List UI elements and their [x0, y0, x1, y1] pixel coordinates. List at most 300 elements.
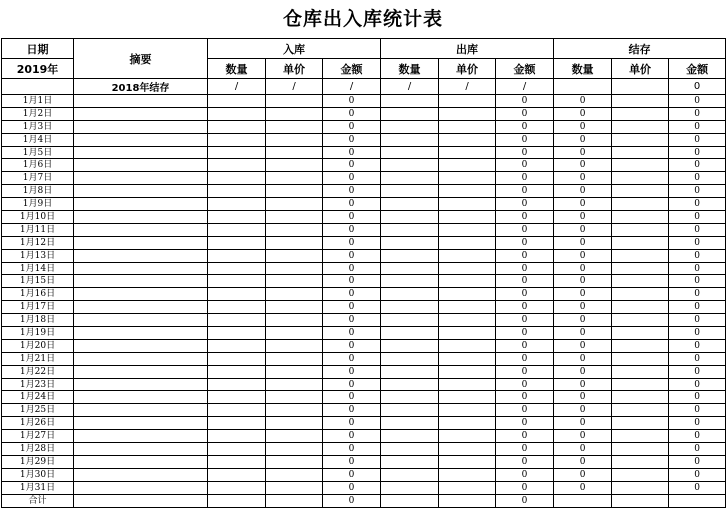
out-amount-cell[interactable]: 0	[496, 301, 554, 314]
in-amount-cell[interactable]: 0	[323, 430, 381, 443]
out-amount-cell[interactable]: 0	[496, 352, 554, 365]
in-amount-cell[interactable]: 0	[323, 159, 381, 172]
out-price-cell[interactable]	[439, 378, 496, 391]
date-cell[interactable]: 1月4日	[2, 133, 74, 146]
in-qty-cell[interactable]	[208, 455, 266, 468]
out-amount-cell[interactable]: 0	[496, 223, 554, 236]
balance-amount-cell[interactable]: 0	[669, 455, 726, 468]
balance-price-cell[interactable]	[612, 481, 669, 494]
total-label[interactable]: 合计	[2, 494, 74, 507]
balance-qty-cell[interactable]: 0	[554, 159, 612, 172]
date-cell[interactable]: 1月26日	[2, 417, 74, 430]
total-out-qty[interactable]	[381, 494, 439, 507]
balance-price-cell[interactable]	[612, 404, 669, 417]
balance-price-cell[interactable]	[612, 430, 669, 443]
summary-cell[interactable]	[74, 133, 208, 146]
out-qty-cell[interactable]	[381, 211, 439, 224]
balance-price-cell[interactable]	[612, 468, 669, 481]
summary-cell[interactable]	[74, 314, 208, 327]
date-cell[interactable]: 1月20日	[2, 339, 74, 352]
in-price-cell[interactable]	[266, 288, 323, 301]
in-amount-cell[interactable]: 0	[323, 455, 381, 468]
summary-cell[interactable]	[74, 443, 208, 456]
out-price-cell[interactable]	[439, 211, 496, 224]
balance-qty-cell[interactable]: 0	[554, 378, 612, 391]
out-amount-cell[interactable]: 0	[496, 417, 554, 430]
in-qty-cell[interactable]	[208, 378, 266, 391]
in-amount-cell[interactable]: 0	[323, 120, 381, 133]
out-qty-cell[interactable]	[381, 352, 439, 365]
balance-qty-cell[interactable]: 0	[554, 443, 612, 456]
in-qty-cell[interactable]	[208, 146, 266, 159]
date-cell[interactable]: 1月17日	[2, 301, 74, 314]
balance-amount-cell[interactable]: 0	[669, 443, 726, 456]
in-price-cell[interactable]	[266, 185, 323, 198]
in-amount-cell[interactable]: 0	[323, 468, 381, 481]
in-amount-cell[interactable]: 0	[323, 172, 381, 185]
in-qty-cell[interactable]	[208, 95, 266, 108]
out-amount-cell[interactable]: 0	[496, 339, 554, 352]
out-price-cell[interactable]	[439, 404, 496, 417]
balance-amount-cell[interactable]: 0	[669, 223, 726, 236]
balance-qty-cell[interactable]: 0	[554, 120, 612, 133]
summary-cell[interactable]	[74, 339, 208, 352]
balance-price-cell[interactable]	[612, 198, 669, 211]
out-qty-cell[interactable]	[381, 327, 439, 340]
in-amount-cell[interactable]: 0	[323, 288, 381, 301]
summary-cell[interactable]	[74, 107, 208, 120]
summary-cell[interactable]	[74, 365, 208, 378]
in-price-cell[interactable]	[266, 120, 323, 133]
balance-amount-cell[interactable]: 0	[669, 249, 726, 262]
date-cell[interactable]: 1月23日	[2, 378, 74, 391]
summary-cell[interactable]	[74, 95, 208, 108]
out-price-cell[interactable]	[439, 107, 496, 120]
balance-qty-cell[interactable]: 0	[554, 107, 612, 120]
in-qty-cell[interactable]	[208, 198, 266, 211]
summary-cell[interactable]	[74, 185, 208, 198]
in-amount-cell[interactable]: 0	[323, 314, 381, 327]
out-qty-cell[interactable]	[381, 378, 439, 391]
date-cell[interactable]: 1月29日	[2, 455, 74, 468]
balance-amount-cell[interactable]: 0	[669, 301, 726, 314]
out-qty-cell[interactable]	[381, 339, 439, 352]
out-qty-cell[interactable]	[381, 365, 439, 378]
in-amount-cell[interactable]: 0	[323, 481, 381, 494]
balance-price-cell[interactable]	[612, 95, 669, 108]
balance-qty-cell[interactable]: 0	[554, 404, 612, 417]
balance-price-cell[interactable]	[612, 352, 669, 365]
out-amount-cell[interactable]: 0	[496, 107, 554, 120]
balance-price-cell[interactable]	[612, 133, 669, 146]
in-price-cell[interactable]	[266, 198, 323, 211]
in-amount-cell[interactable]: 0	[323, 95, 381, 108]
out-price-cell[interactable]	[439, 365, 496, 378]
date-cell[interactable]: 1月14日	[2, 262, 74, 275]
opening-label[interactable]: 2018年结存	[74, 79, 208, 95]
in-price-cell[interactable]	[266, 236, 323, 249]
balance-amount-cell[interactable]: 0	[669, 365, 726, 378]
out-price-cell[interactable]	[439, 146, 496, 159]
in-amount-cell[interactable]: 0	[323, 211, 381, 224]
out-amount-cell[interactable]: 0	[496, 262, 554, 275]
date-cell[interactable]: 1月3日	[2, 120, 74, 133]
in-qty-cell[interactable]	[208, 288, 266, 301]
opening-date-cell[interactable]	[2, 79, 74, 95]
opening-balance-price[interactable]	[612, 79, 669, 95]
in-amount-cell[interactable]: 0	[323, 275, 381, 288]
date-cell[interactable]: 1月31日	[2, 481, 74, 494]
out-price-cell[interactable]	[439, 95, 496, 108]
out-amount-cell[interactable]: 0	[496, 443, 554, 456]
balance-price-cell[interactable]	[612, 275, 669, 288]
total-in-qty[interactable]	[208, 494, 266, 507]
out-amount-cell[interactable]: 0	[496, 327, 554, 340]
out-amount-cell[interactable]: 0	[496, 172, 554, 185]
date-cell[interactable]: 1月16日	[2, 288, 74, 301]
out-amount-cell[interactable]: 0	[496, 468, 554, 481]
in-qty-cell[interactable]	[208, 185, 266, 198]
balance-qty-cell[interactable]: 0	[554, 198, 612, 211]
opening-in-amount[interactable]: /	[323, 79, 381, 95]
out-qty-cell[interactable]	[381, 455, 439, 468]
in-qty-cell[interactable]	[208, 339, 266, 352]
in-price-cell[interactable]	[266, 107, 323, 120]
in-qty-cell[interactable]	[208, 275, 266, 288]
opening-out-price[interactable]: /	[439, 79, 496, 95]
summary-cell[interactable]	[74, 404, 208, 417]
date-cell[interactable]: 1月13日	[2, 249, 74, 262]
out-price-cell[interactable]	[439, 120, 496, 133]
balance-qty-cell[interactable]: 0	[554, 146, 612, 159]
out-amount-cell[interactable]: 0	[496, 249, 554, 262]
out-amount-cell[interactable]: 0	[496, 404, 554, 417]
out-amount-cell[interactable]: 0	[496, 378, 554, 391]
summary-cell[interactable]	[74, 236, 208, 249]
total-summary[interactable]	[74, 494, 208, 507]
balance-amount-cell[interactable]: 0	[669, 133, 726, 146]
in-qty-cell[interactable]	[208, 211, 266, 224]
in-qty-cell[interactable]	[208, 468, 266, 481]
balance-amount-cell[interactable]: 0	[669, 185, 726, 198]
out-qty-cell[interactable]	[381, 120, 439, 133]
in-price-cell[interactable]	[266, 223, 323, 236]
in-amount-cell[interactable]: 0	[323, 391, 381, 404]
out-amount-cell[interactable]: 0	[496, 314, 554, 327]
out-price-cell[interactable]	[439, 288, 496, 301]
out-price-cell[interactable]	[439, 352, 496, 365]
in-amount-cell[interactable]: 0	[323, 327, 381, 340]
out-price-cell[interactable]	[439, 198, 496, 211]
out-qty-cell[interactable]	[381, 404, 439, 417]
in-amount-cell[interactable]: 0	[323, 133, 381, 146]
out-qty-cell[interactable]	[381, 223, 439, 236]
in-amount-cell[interactable]: 0	[323, 262, 381, 275]
in-amount-cell[interactable]: 0	[323, 198, 381, 211]
out-price-cell[interactable]	[439, 236, 496, 249]
out-price-cell[interactable]	[439, 314, 496, 327]
balance-amount-cell[interactable]: 0	[669, 211, 726, 224]
out-qty-cell[interactable]	[381, 391, 439, 404]
balance-amount-cell[interactable]: 0	[669, 404, 726, 417]
in-price-cell[interactable]	[266, 172, 323, 185]
balance-price-cell[interactable]	[612, 301, 669, 314]
out-price-cell[interactable]	[439, 327, 496, 340]
out-qty-cell[interactable]	[381, 417, 439, 430]
summary-cell[interactable]	[74, 211, 208, 224]
balance-qty-cell[interactable]: 0	[554, 314, 612, 327]
in-qty-cell[interactable]	[208, 327, 266, 340]
out-qty-cell[interactable]	[381, 172, 439, 185]
out-amount-cell[interactable]: 0	[496, 198, 554, 211]
balance-amount-cell[interactable]: 0	[669, 430, 726, 443]
date-cell[interactable]: 1月2日	[2, 107, 74, 120]
opening-in-price[interactable]: /	[266, 79, 323, 95]
out-qty-cell[interactable]	[381, 146, 439, 159]
out-qty-cell[interactable]	[381, 430, 439, 443]
date-cell[interactable]: 1月12日	[2, 236, 74, 249]
out-amount-cell[interactable]: 0	[496, 288, 554, 301]
balance-amount-cell[interactable]: 0	[669, 120, 726, 133]
balance-amount-cell[interactable]: 0	[669, 107, 726, 120]
balance-amount-cell[interactable]: 0	[669, 468, 726, 481]
in-price-cell[interactable]	[266, 352, 323, 365]
out-qty-cell[interactable]	[381, 262, 439, 275]
in-price-cell[interactable]	[266, 275, 323, 288]
out-qty-cell[interactable]	[381, 107, 439, 120]
in-amount-cell[interactable]: 0	[323, 236, 381, 249]
balance-amount-cell[interactable]: 0	[669, 481, 726, 494]
in-price-cell[interactable]	[266, 133, 323, 146]
out-price-cell[interactable]	[439, 391, 496, 404]
balance-price-cell[interactable]	[612, 443, 669, 456]
balance-qty-cell[interactable]: 0	[554, 275, 612, 288]
summary-cell[interactable]	[74, 275, 208, 288]
balance-qty-cell[interactable]: 0	[554, 481, 612, 494]
summary-cell[interactable]	[74, 172, 208, 185]
in-price-cell[interactable]	[266, 443, 323, 456]
balance-price-cell[interactable]	[612, 391, 669, 404]
out-qty-cell[interactable]	[381, 301, 439, 314]
balance-price-cell[interactable]	[612, 262, 669, 275]
out-price-cell[interactable]	[439, 262, 496, 275]
out-price-cell[interactable]	[439, 339, 496, 352]
date-cell[interactable]: 1月15日	[2, 275, 74, 288]
total-balance-price[interactable]	[612, 494, 669, 507]
out-price-cell[interactable]	[439, 430, 496, 443]
balance-qty-cell[interactable]: 0	[554, 288, 612, 301]
date-cell[interactable]: 1月18日	[2, 314, 74, 327]
balance-amount-cell[interactable]: 0	[669, 236, 726, 249]
in-price-cell[interactable]	[266, 417, 323, 430]
balance-amount-cell[interactable]: 0	[669, 146, 726, 159]
in-qty-cell[interactable]	[208, 236, 266, 249]
in-qty-cell[interactable]	[208, 352, 266, 365]
balance-amount-cell[interactable]: 0	[669, 327, 726, 340]
out-amount-cell[interactable]: 0	[496, 365, 554, 378]
out-amount-cell[interactable]: 0	[496, 455, 554, 468]
in-price-cell[interactable]	[266, 481, 323, 494]
balance-price-cell[interactable]	[612, 455, 669, 468]
balance-price-cell[interactable]	[612, 107, 669, 120]
date-cell[interactable]: 1月6日	[2, 159, 74, 172]
summary-cell[interactable]	[74, 468, 208, 481]
in-qty-cell[interactable]	[208, 417, 266, 430]
balance-price-cell[interactable]	[612, 417, 669, 430]
balance-amount-cell[interactable]: 0	[669, 198, 726, 211]
balance-qty-cell[interactable]: 0	[554, 223, 612, 236]
balance-qty-cell[interactable]: 0	[554, 236, 612, 249]
in-price-cell[interactable]	[266, 378, 323, 391]
summary-cell[interactable]	[74, 120, 208, 133]
balance-qty-cell[interactable]: 0	[554, 352, 612, 365]
balance-price-cell[interactable]	[612, 327, 669, 340]
balance-amount-cell[interactable]: 0	[669, 288, 726, 301]
in-amount-cell[interactable]: 0	[323, 146, 381, 159]
in-price-cell[interactable]	[266, 365, 323, 378]
opening-out-qty[interactable]: /	[381, 79, 439, 95]
out-amount-cell[interactable]: 0	[496, 236, 554, 249]
balance-qty-cell[interactable]: 0	[554, 417, 612, 430]
in-price-cell[interactable]	[266, 211, 323, 224]
in-amount-cell[interactable]: 0	[323, 301, 381, 314]
total-in-amount[interactable]: 0	[323, 494, 381, 507]
in-amount-cell[interactable]: 0	[323, 443, 381, 456]
balance-amount-cell[interactable]: 0	[669, 159, 726, 172]
balance-qty-cell[interactable]: 0	[554, 391, 612, 404]
balance-qty-cell[interactable]: 0	[554, 95, 612, 108]
date-cell[interactable]: 1月11日	[2, 223, 74, 236]
balance-qty-cell[interactable]: 0	[554, 468, 612, 481]
in-qty-cell[interactable]	[208, 223, 266, 236]
out-amount-cell[interactable]: 0	[496, 185, 554, 198]
date-cell[interactable]: 1月8日	[2, 185, 74, 198]
balance-price-cell[interactable]	[612, 211, 669, 224]
total-in-price[interactable]	[266, 494, 323, 507]
date-cell[interactable]: 1月21日	[2, 352, 74, 365]
out-qty-cell[interactable]	[381, 198, 439, 211]
balance-qty-cell[interactable]: 0	[554, 185, 612, 198]
balance-amount-cell[interactable]: 0	[669, 172, 726, 185]
summary-cell[interactable]	[74, 481, 208, 494]
out-amount-cell[interactable]: 0	[496, 211, 554, 224]
summary-cell[interactable]	[74, 288, 208, 301]
balance-qty-cell[interactable]: 0	[554, 249, 612, 262]
out-qty-cell[interactable]	[381, 95, 439, 108]
out-qty-cell[interactable]	[381, 288, 439, 301]
in-price-cell[interactable]	[266, 468, 323, 481]
in-price-cell[interactable]	[266, 249, 323, 262]
in-qty-cell[interactable]	[208, 249, 266, 262]
in-amount-cell[interactable]: 0	[323, 378, 381, 391]
balance-price-cell[interactable]	[612, 172, 669, 185]
in-price-cell[interactable]	[266, 146, 323, 159]
balance-price-cell[interactable]	[612, 378, 669, 391]
in-price-cell[interactable]	[266, 327, 323, 340]
opening-balance-amount[interactable]: 0	[669, 79, 726, 95]
out-price-cell[interactable]	[439, 468, 496, 481]
total-out-price[interactable]	[439, 494, 496, 507]
in-qty-cell[interactable]	[208, 159, 266, 172]
in-qty-cell[interactable]	[208, 133, 266, 146]
summary-cell[interactable]	[74, 301, 208, 314]
out-price-cell[interactable]	[439, 275, 496, 288]
out-price-cell[interactable]	[439, 481, 496, 494]
out-price-cell[interactable]	[439, 133, 496, 146]
balance-qty-cell[interactable]: 0	[554, 365, 612, 378]
date-cell[interactable]: 1月19日	[2, 327, 74, 340]
out-price-cell[interactable]	[439, 455, 496, 468]
in-qty-cell[interactable]	[208, 481, 266, 494]
in-price-cell[interactable]	[266, 262, 323, 275]
summary-cell[interactable]	[74, 223, 208, 236]
out-qty-cell[interactable]	[381, 249, 439, 262]
summary-cell[interactable]	[74, 159, 208, 172]
balance-price-cell[interactable]	[612, 236, 669, 249]
in-amount-cell[interactable]: 0	[323, 223, 381, 236]
in-qty-cell[interactable]	[208, 430, 266, 443]
out-price-cell[interactable]	[439, 417, 496, 430]
out-price-cell[interactable]	[439, 223, 496, 236]
summary-cell[interactable]	[74, 249, 208, 262]
opening-in-qty[interactable]: /	[208, 79, 266, 95]
summary-cell[interactable]	[74, 327, 208, 340]
date-cell[interactable]: 1月5日	[2, 146, 74, 159]
balance-price-cell[interactable]	[612, 146, 669, 159]
out-amount-cell[interactable]: 0	[496, 120, 554, 133]
balance-qty-cell[interactable]: 0	[554, 211, 612, 224]
in-price-cell[interactable]	[266, 339, 323, 352]
balance-qty-cell[interactable]: 0	[554, 301, 612, 314]
balance-qty-cell[interactable]: 0	[554, 339, 612, 352]
out-price-cell[interactable]	[439, 249, 496, 262]
balance-price-cell[interactable]	[612, 120, 669, 133]
balance-amount-cell[interactable]: 0	[669, 95, 726, 108]
balance-price-cell[interactable]	[612, 159, 669, 172]
in-amount-cell[interactable]: 0	[323, 365, 381, 378]
out-qty-cell[interactable]	[381, 443, 439, 456]
out-amount-cell[interactable]: 0	[496, 159, 554, 172]
in-qty-cell[interactable]	[208, 391, 266, 404]
opening-out-amount[interactable]: /	[496, 79, 554, 95]
balance-price-cell[interactable]	[612, 288, 669, 301]
in-price-cell[interactable]	[266, 314, 323, 327]
in-qty-cell[interactable]	[208, 107, 266, 120]
in-qty-cell[interactable]	[208, 314, 266, 327]
in-qty-cell[interactable]	[208, 172, 266, 185]
balance-qty-cell[interactable]: 0	[554, 455, 612, 468]
balance-price-cell[interactable]	[612, 185, 669, 198]
in-qty-cell[interactable]	[208, 404, 266, 417]
date-cell[interactable]: 1月9日	[2, 198, 74, 211]
in-price-cell[interactable]	[266, 301, 323, 314]
out-amount-cell[interactable]: 0	[496, 95, 554, 108]
out-price-cell[interactable]	[439, 172, 496, 185]
out-qty-cell[interactable]	[381, 468, 439, 481]
in-amount-cell[interactable]: 0	[323, 404, 381, 417]
balance-price-cell[interactable]	[612, 339, 669, 352]
balance-amount-cell[interactable]: 0	[669, 417, 726, 430]
in-amount-cell[interactable]: 0	[323, 185, 381, 198]
date-cell[interactable]: 1月10日	[2, 211, 74, 224]
in-amount-cell[interactable]: 0	[323, 107, 381, 120]
in-qty-cell[interactable]	[208, 262, 266, 275]
out-amount-cell[interactable]: 0	[496, 146, 554, 159]
in-amount-cell[interactable]: 0	[323, 352, 381, 365]
summary-cell[interactable]	[74, 417, 208, 430]
out-amount-cell[interactable]: 0	[496, 133, 554, 146]
balance-amount-cell[interactable]: 0	[669, 262, 726, 275]
